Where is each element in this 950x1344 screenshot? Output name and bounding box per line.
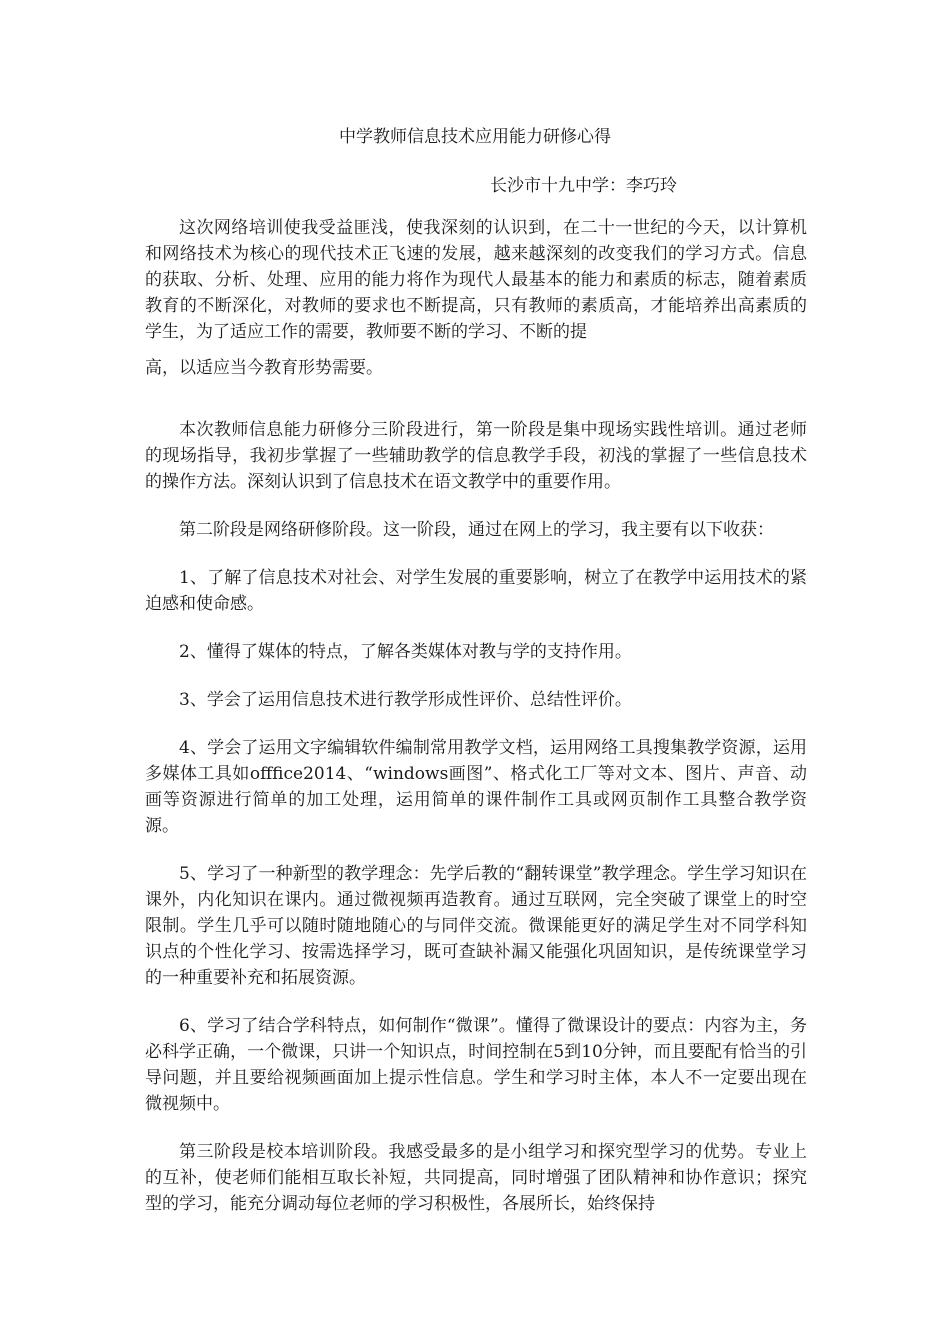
paragraph-intro-tail: 高，以适应当今教育形势需要。 <box>145 358 383 378</box>
document-title: 中学教师信息技术应用能力研修心得 <box>339 127 611 147</box>
document-body <box>145 215 807 1217</box>
paragraph-item-4: 4、学会了运用文字编辑软件编制常用教学文档，运用网络工具搜集教学资源，运用多媒体工具如offfice2014、“windows画图”、格式化工厂等对文本、图片、声音、动画等资源进行简单的加工处理，运用简单的课件制作工具或网页制作工具整合教学资源。 <box>145 738 807 836</box>
paragraph-item-1: 1、了解了信息技术对社会、对学生发展的重要影响，树立了在教学中运用技术的紧迫感和使命感。 <box>145 568 807 614</box>
paragraph-intro: 这次网络培训使我受益匪浅，使我深刻的认识到，在二十一世纪的今天，以计算机和网络技术为核心的现代技术正飞速的发展，越来越深刻的改变我们的学习方式。信息的获取、分析、处理、应用的能力将作为现代人最基本的能力和素质的标志，随着素质教育的不断深化，对教师的要求也不断提高，只有教师的素质高，才能培养出高素质的学生，为了适应工作的需要，教师要不断的学习、不断的提 <box>145 218 807 342</box>
paragraph-item-5: 5、学习了一种新型的教学理念：先学后教的“翻转课堂”教学理念。学生学习知识在课外，内化知识在课内。通过微视频再造教育。通过互联网，完全突破了课堂上的时空限制。学生几乎可以随时随地随心的与同伴交流。微课能更好的满足学生对不同学科知识点的个性化学习、按需选择学习，既可查缺补漏又能强化巩固知识，是传统课堂学习的一种重要补充和拓展资源。 <box>145 864 807 988</box>
paragraph-stage-two: 第二阶段是网络研修阶段。这一阶段，通过在网上的学习，我主要有以下收获： <box>179 520 774 540</box>
paragraph-item-3: 3、学会了运用信息技术进行教学形成性评价、总结性评价。 <box>179 690 632 710</box>
paragraph-item-6: 6、学习了结合学科特点，如何制作“微课”。懂得了微课设计的要点：内容为主，务必科学正确，一个微课，只讲一个知识点，时间控制在5到10分钟，而且要配有恰当的引导问题，并且要给视频画面加上提示性信息。学生和学习时主体，本人不一定要出现在微视频中。 <box>145 1016 807 1114</box>
paragraph-stage-one: 本次教师信息能力研修分三阶段进行，第一阶段是集中现场实践性培训。通过老师的现场指导，我初步掌握了一些辅助教学的信息教学手段，初浅的掌握了一些信息技术的操作方法。深刻认识到了信息技术在语文教学中的重要作用。 <box>145 420 807 492</box>
document-author: 长沙市十九中学：李巧玲 <box>490 176 677 196</box>
paragraph-item-2: 2、懂得了媒体的特点，了解各类媒体对教与学的支持作用。 <box>179 642 632 662</box>
paragraph-stage-three: 第三阶段是校本培训阶段。我感受最多的是小组学习和探究型学习的优势。专业上的互补，使老师们能相互取长补短，共同提高，同时增强了团队精神和协作意识；探究型的学习，能充分调动每位老师的学习积极性，各展所长，始终保持 <box>145 1142 807 1214</box>
